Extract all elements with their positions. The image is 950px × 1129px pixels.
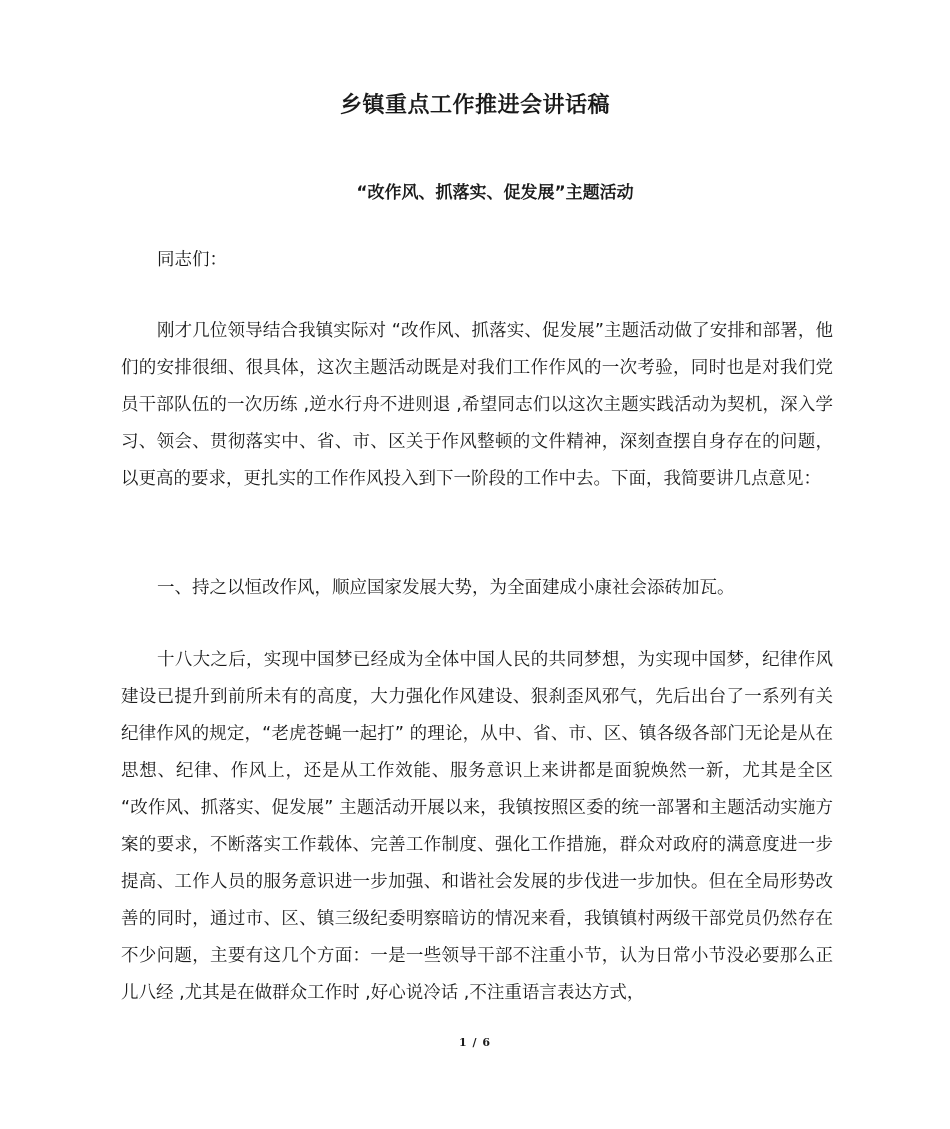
section-heading-1: 一、持之以恒改作风，顺应国家发展大势，为全面建成小康社会添砖加瓦。 <box>157 578 735 598</box>
paragraph-1: 刚才几位领导结合我镇实际对 “改作风、抓落实、促发展”主题活动做了安排和部署，他们的安排很细、很具体，这次主题活动既是对我们工作作风的一次考验，同时也是对我们党员干部队伍的一次历练 ,逆水行舟不进则退 ,希望同志们以这次主题实践活动为契机，深入学习、领会、贯彻落实中、省、市、区关于作风整顿的文件精神，深刻查摆自身存在的问题，以更高的要求，更扎实的工作作风投入到下一阶段的工作中去。下面，我简要讲几点意见： <box>121 321 833 489</box>
page-number: 1 / 6 <box>459 1036 491 1049</box>
document-subtitle: “改作风、抓落实、促发展”主题活动 <box>356 183 634 203</box>
salutation: 同志们： <box>157 250 227 270</box>
document-title: 乡镇重点工作推进会讲话稿 <box>339 93 610 118</box>
paragraph-2: 十八大之后，实现中国梦已经成为全体中国人民的共同梦想，为实现中国梦，纪律作风建设已提升到前所未有的高度，大力强化作风建设、狠刹歪风邪气，先后出台了一系列有关纪律作风的规定，“老虎苍蝇一起打” 的理论，从中、省、市、区、镇各级各部门无论是从在思想、纪律、作风上，还是从工作效能、服务意识上来讲都是面貌焕然一新，尤其是全区 “改作风、抓落实、促发展” 主题活动开展以来，我镇按照区委的统一部署和主题活动实施方案的要求，不断落实工作载体、完善工作制度、强化工作措施，群众对政府的满意度进一步提高、工作人员的服务意识进一步加强、和谐社会发展的步伐进一步加快。但在全局形势改善的同时，通过市、区、镇三级纪委明察暗访的情况来看，我镇镇村两级干部党员仍然存在不少问题，主要有这几个方面：一是一些领导干部不注重小节，认为日常小节没必要那么正儿八经 ,尤其是在做群众工作时 ,好心说冷话 ,不注重语言表达方式， <box>121 650 833 1003</box>
